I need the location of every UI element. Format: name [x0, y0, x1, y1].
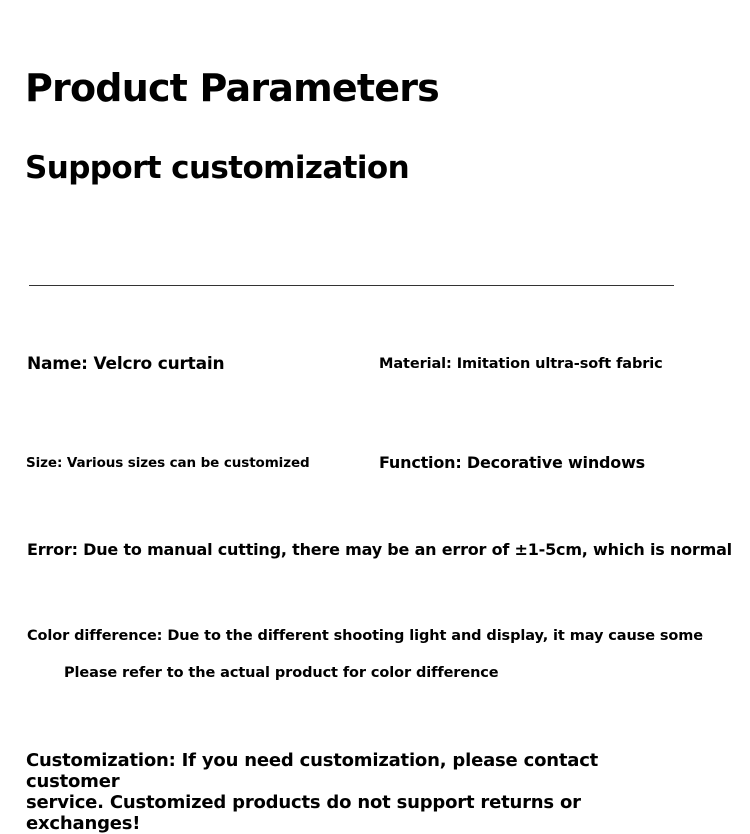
customization-notice	[26, 750, 666, 834]
page-subtitle: Support customization	[25, 150, 410, 186]
param-name: Name: Velcro curtain	[27, 354, 225, 374]
param-material: Material: Imitation ultra-soft fabric	[379, 356, 663, 372]
param-size: Size: Various sizes can be customized	[26, 455, 310, 471]
param-function: Function: Decorative windows	[379, 453, 645, 472]
param-color-difference: Color difference: Due to the different shooting light and display, it may cause some	[27, 628, 704, 644]
customization-line-1: Customization: If you need customization, please contact customer	[26, 750, 599, 792]
param-color-difference-note: Please refer to the actual product for color difference	[64, 665, 499, 681]
customization-line-2: service. Customized products do not support returns or exchanges!	[26, 792, 581, 834]
section-divider	[29, 285, 674, 286]
param-error: Error: Due to manual cutting, there may be an error of ±1-5cm, which is normal	[27, 540, 732, 559]
page-title: Product Parameters	[25, 66, 439, 110]
